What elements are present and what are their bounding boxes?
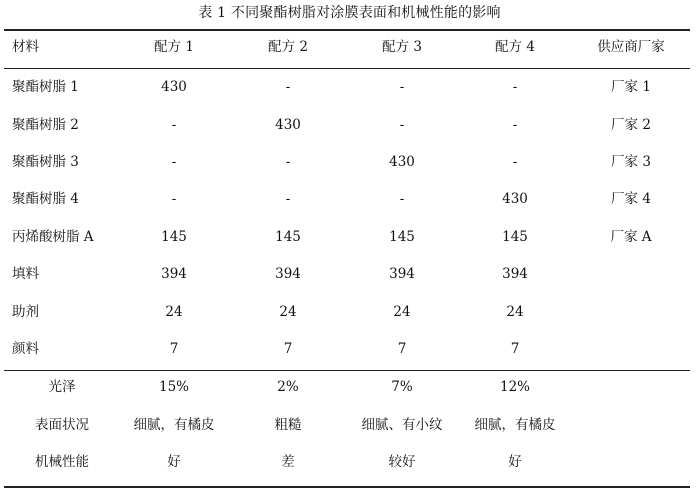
table-cell: 厂家 A [610,229,652,245]
table-cell: - [285,154,291,170]
table-row [0,451,699,473]
table-cell: 145 [502,229,528,245]
table-cell: - [399,79,405,95]
table-cell: 光泽 [48,379,76,395]
table-cell: - [512,79,518,95]
table-cell: 颜料 [12,341,39,357]
table-cell: 7 [510,341,520,357]
table-cell: 145 [275,229,301,245]
table-cell: 机械性能 [35,454,89,470]
table-row [0,263,699,285]
table-cell: 细腻、有小纹 [361,417,443,433]
table-cell: 差 [281,454,295,470]
table-cell: 厂家 2 [611,117,651,133]
table-row [0,338,699,360]
table-cell: 聚酯树脂 2 [12,117,79,133]
table-cell: 助剂 [12,304,39,320]
table-cell: 145 [161,229,187,245]
table-results-rule [4,370,690,371]
table-cell: 7 [283,341,293,357]
table-row [0,301,699,323]
table-cell: 好 [508,454,522,470]
table-cell: 12% [499,379,530,395]
table-cell: 厂家 1 [611,79,651,95]
table-bottom-rule [4,486,690,488]
table-row [0,114,699,136]
table-header-row [0,36,699,58]
table-cell: 7 [169,341,179,357]
table-cell: 厂家 4 [611,191,651,207]
header-cell-material: 材料 [12,39,39,55]
table-cell: 15% [158,379,189,395]
header-cell-formula-4: 配方 4 [495,39,535,55]
table-cell: 24 [165,304,183,320]
table-cell: 表面状况 [35,417,89,433]
table-cell: 430 [502,191,528,207]
table-cell: - [171,154,177,170]
table-cell: 24 [506,304,524,320]
table-cell: 较好 [388,454,416,470]
table-header-rule [4,68,690,69]
table-cell: 24 [279,304,297,320]
table-cell: 聚酯树脂 1 [12,79,79,95]
table-cell: 2% [277,379,299,395]
table-cell: 7 [397,341,407,357]
header-cell-formula-2: 配方 2 [268,39,308,55]
table-row [0,76,699,98]
table-cell: 24 [393,304,411,320]
table-row [0,151,699,173]
header-cell-formula-1: 配方 1 [154,39,194,55]
table-cell: - [285,191,291,207]
table-caption: 表 1 不同聚酯树脂对涂膜表面和机械性能的影响 [198,5,501,21]
table-cell: 好 [167,454,181,470]
table-cell: - [512,117,518,133]
table-top-rule [4,29,690,31]
table-cell: 厂家 3 [611,154,651,170]
table-cell: 细腻，有橘皮 [474,417,556,433]
table-cell: - [512,154,518,170]
table-row [0,226,699,248]
table-cell: 丙烯酸树脂 A [12,229,94,245]
table-cell: 394 [275,266,301,282]
table-cell: 粗糙 [274,417,302,433]
table-cell: 394 [161,266,187,282]
header-cell-supplier: 供应商厂家 [597,39,665,55]
table-cell: 聚酯树脂 4 [12,191,79,207]
table-cell: - [171,117,177,133]
table-cell: 430 [389,154,415,170]
table-cell: 聚酯树脂 3 [12,154,79,170]
table-cell: - [285,79,291,95]
table-cell: - [399,191,405,207]
table-cell: 394 [502,266,528,282]
table-row [0,414,699,436]
table-cell: - [171,191,177,207]
table-row [0,188,699,210]
table-cell: - [399,117,405,133]
table-cell: 填料 [12,266,39,282]
table-row [0,376,699,398]
table-cell: 394 [389,266,415,282]
table-cell: 430 [275,117,301,133]
header-cell-formula-3: 配方 3 [382,39,422,55]
table-cell: 7% [391,379,413,395]
table-cell: 细腻，有橘皮 [133,417,215,433]
table-cell: 145 [389,229,415,245]
table-cell: 430 [161,79,187,95]
